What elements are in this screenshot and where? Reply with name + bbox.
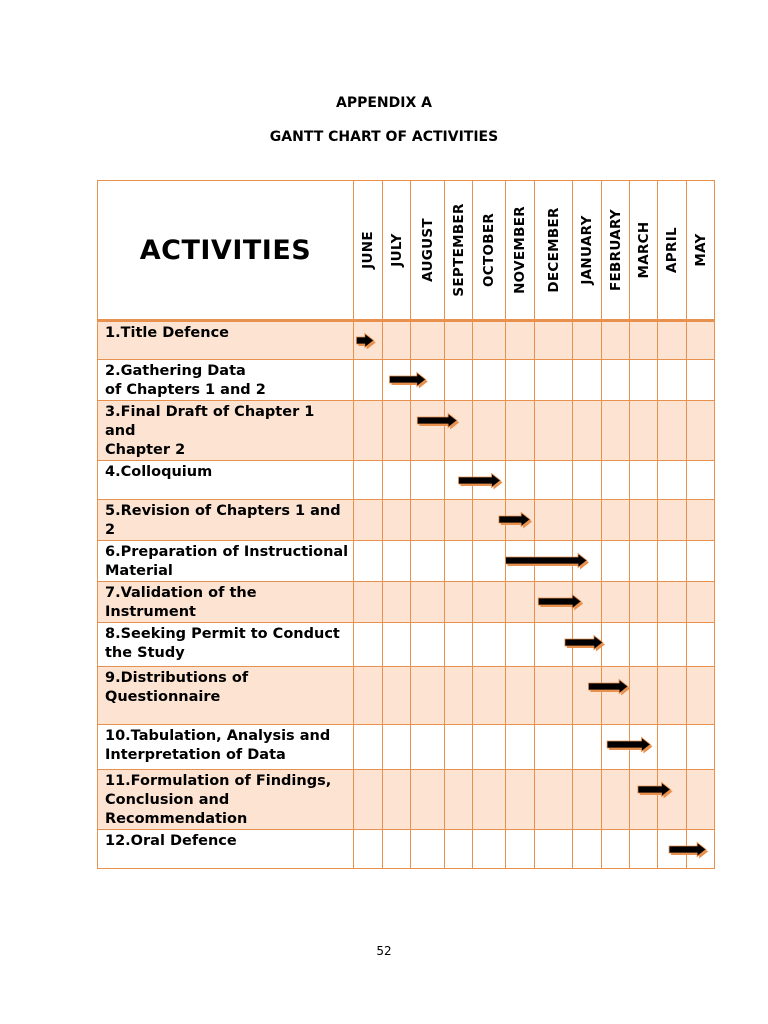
- activity-row: [98, 725, 715, 770]
- month-cell: [473, 770, 506, 830]
- month-cell: [445, 541, 473, 582]
- month-cell: [630, 461, 658, 500]
- month-cell: [687, 461, 715, 500]
- month-cell: [445, 582, 473, 623]
- month-cell: [506, 667, 535, 725]
- month-cell: [473, 321, 506, 360]
- month-cell: [658, 461, 687, 500]
- month-cell: [602, 321, 630, 360]
- month-cell: [658, 830, 687, 869]
- month-cell: [535, 830, 573, 869]
- activity-row: [98, 321, 715, 360]
- month-label: OCTOBER: [481, 212, 497, 288]
- month-cell: [658, 360, 687, 401]
- activity-row: [98, 461, 715, 500]
- month-cell: [658, 401, 687, 461]
- month-cell: [354, 401, 383, 461]
- month-cell: [354, 321, 383, 360]
- month-cell: [383, 360, 411, 401]
- month-cell: [383, 623, 411, 667]
- month-cell: [687, 667, 715, 725]
- appendix-title: APPENDIX A: [336, 95, 432, 111]
- month-cell: [354, 461, 383, 500]
- month-header: [687, 181, 715, 321]
- gantt-body: [98, 321, 715, 869]
- month-cell: [687, 401, 715, 461]
- month-cell: [630, 360, 658, 401]
- month-header: [506, 181, 535, 321]
- month-header: [535, 181, 573, 321]
- activity-label: 1.Title Defence: [98, 321, 354, 360]
- month-cell: [630, 770, 658, 830]
- month-cell: [411, 667, 445, 725]
- month-cell: [573, 770, 602, 830]
- activities-header: ACTIVITIES: [98, 181, 354, 321]
- month-cell: [473, 830, 506, 869]
- month-cell: [687, 725, 715, 770]
- month-cell: [687, 770, 715, 830]
- month-cell: [383, 667, 411, 725]
- month-cell: [411, 321, 445, 360]
- month-header: [658, 181, 687, 321]
- month-cell: [535, 541, 573, 582]
- month-header: [630, 181, 658, 321]
- activity-label: 11.Formulation of Findings, Conclusion and Recommendation: [98, 770, 354, 830]
- month-cell: [354, 500, 383, 541]
- month-cell: [602, 500, 630, 541]
- month-cell: [602, 360, 630, 401]
- month-header: [473, 181, 506, 321]
- activity-label: 2.Gathering Data of Chapters 1 and 2: [98, 360, 354, 401]
- activity-row: [98, 667, 715, 725]
- month-cell: [411, 541, 445, 582]
- month-cell: [535, 500, 573, 541]
- month-cell: [473, 582, 506, 623]
- month-cell: [506, 770, 535, 830]
- month-cell: [506, 830, 535, 869]
- month-cell: [573, 360, 602, 401]
- gantt-chart-table: [97, 180, 715, 869]
- month-cell: [383, 770, 411, 830]
- month-cell: [411, 401, 445, 461]
- activity-row: [98, 770, 715, 830]
- month-label: MAY: [692, 233, 709, 267]
- month-cell: [573, 582, 602, 623]
- month-cell: [602, 725, 630, 770]
- month-cell: [506, 321, 535, 360]
- chart-title: GANTT CHART OF ACTIVITIES: [269, 129, 499, 145]
- month-cell: [473, 461, 506, 500]
- month-cell: [445, 667, 473, 725]
- month-cell: [630, 321, 658, 360]
- month-header: [411, 181, 445, 321]
- month-cell: [473, 541, 506, 582]
- month-cell: [630, 582, 658, 623]
- month-cell: [658, 725, 687, 770]
- month-cell: [602, 830, 630, 869]
- month-cell: [445, 461, 473, 500]
- month-cell: [354, 830, 383, 869]
- month-cell: [573, 623, 602, 667]
- month-cell: [354, 725, 383, 770]
- month-cell: [506, 461, 535, 500]
- month-cell: [630, 401, 658, 461]
- month-cell: [687, 830, 715, 869]
- month-header: [445, 181, 473, 321]
- month-cell: [473, 667, 506, 725]
- month-cell: [354, 582, 383, 623]
- month-cell: [573, 725, 602, 770]
- month-cell: [383, 500, 411, 541]
- month-cell: [573, 830, 602, 869]
- month-cell: [445, 830, 473, 869]
- page-number: 52: [376, 944, 392, 958]
- month-cell: [473, 401, 506, 461]
- month-cell: [506, 582, 535, 623]
- month-cell: [506, 500, 535, 541]
- month-cell: [687, 582, 715, 623]
- month-cell: [658, 321, 687, 360]
- month-cell: [630, 830, 658, 869]
- month-label: JUNE: [360, 231, 376, 269]
- month-cell: [535, 401, 573, 461]
- month-cell: [445, 321, 473, 360]
- month-cell: [602, 770, 630, 830]
- month-cell: [602, 623, 630, 667]
- activity-row: [98, 360, 715, 401]
- activity-row: [98, 830, 715, 869]
- month-cell: [602, 541, 630, 582]
- month-cell: [383, 461, 411, 500]
- month-cell: [411, 461, 445, 500]
- month-cell: [535, 321, 573, 360]
- month-label: JULY: [388, 233, 405, 267]
- activity-label: 9.Distributions of Questionnaire: [98, 667, 354, 725]
- month-cell: [658, 582, 687, 623]
- month-label: AUGUST: [419, 218, 436, 282]
- month-cell: [535, 582, 573, 623]
- month-cell: [535, 770, 573, 830]
- month-cell: [506, 401, 535, 461]
- month-cell: [573, 401, 602, 461]
- month-cell: [602, 582, 630, 623]
- month-label: JANUARY: [579, 215, 595, 285]
- month-cell: [573, 461, 602, 500]
- header-row: [98, 181, 715, 321]
- month-cell: [411, 830, 445, 869]
- month-cell: [383, 830, 411, 869]
- month-header: [383, 181, 411, 321]
- month-cell: [687, 321, 715, 360]
- month-cell: [473, 623, 506, 667]
- month-cell: [383, 541, 411, 582]
- month-cell: [602, 667, 630, 725]
- activity-row: [98, 623, 715, 667]
- month-cell: [383, 401, 411, 461]
- month-cell: [445, 401, 473, 461]
- month-cell: [658, 500, 687, 541]
- month-cell: [687, 623, 715, 667]
- month-cell: [411, 582, 445, 623]
- month-cell: [445, 360, 473, 401]
- month-cell: [473, 500, 506, 541]
- month-cell: [687, 360, 715, 401]
- month-cell: [630, 623, 658, 667]
- month-cell: [445, 770, 473, 830]
- month-cell: [445, 725, 473, 770]
- month-label: NOVEMBER: [512, 206, 528, 294]
- month-cell: [535, 725, 573, 770]
- month-cell: [687, 541, 715, 582]
- month-cell: [411, 360, 445, 401]
- month-cell: [383, 582, 411, 623]
- month-cell: [658, 770, 687, 830]
- month-cell: [383, 725, 411, 770]
- month-cell: [535, 623, 573, 667]
- month-cell: [354, 541, 383, 582]
- month-cell: [602, 401, 630, 461]
- month-cell: [411, 725, 445, 770]
- month-cell: [473, 725, 506, 770]
- activity-row: [98, 582, 715, 623]
- month-cell: [354, 667, 383, 725]
- month-cell: [630, 725, 658, 770]
- month-cell: [630, 500, 658, 541]
- month-cell: [445, 500, 473, 541]
- month-cell: [506, 725, 535, 770]
- month-cell: [473, 360, 506, 401]
- month-cell: [573, 541, 602, 582]
- activity-label: 12.Oral Defence: [98, 830, 354, 869]
- activity-label: 7.Validation of the Instrument: [98, 582, 354, 623]
- activity-row: [98, 541, 715, 582]
- month-cell: [411, 770, 445, 830]
- activity-label: 5.Revision of Chapters 1 and 2: [98, 500, 354, 541]
- month-cell: [506, 623, 535, 667]
- month-cell: [445, 623, 473, 667]
- month-cell: [658, 541, 687, 582]
- month-header: [573, 181, 602, 321]
- month-cell: [506, 360, 535, 401]
- month-cell: [354, 360, 383, 401]
- month-cell: [658, 623, 687, 667]
- month-cell: [602, 461, 630, 500]
- month-cell: [411, 623, 445, 667]
- month-label: APRIL: [664, 227, 680, 273]
- activity-label: 6.Preparation of Instructional Material: [98, 541, 354, 582]
- month-label: SEPTEMBER: [450, 203, 467, 297]
- activity-label: 10.Tabulation, Analysis and Interpretation of Data: [98, 725, 354, 770]
- activity-label: 4.Colloquium: [98, 461, 354, 500]
- activity-label: 3.Final Draft of Chapter 1 and Chapter 2: [98, 401, 354, 461]
- month-cell: [411, 500, 445, 541]
- month-cell: [535, 360, 573, 401]
- activity-row: [98, 500, 715, 541]
- month-cell: [630, 667, 658, 725]
- month-cell: [354, 623, 383, 667]
- month-cell: [535, 667, 573, 725]
- month-cell: [383, 321, 411, 360]
- month-label: DECEMBER: [545, 207, 562, 293]
- month-cell: [354, 770, 383, 830]
- month-label: FEBRUARY: [607, 209, 624, 291]
- month-cell: [535, 461, 573, 500]
- activity-row: [98, 401, 715, 461]
- month-cell: [630, 541, 658, 582]
- month-label: MARCH: [635, 221, 652, 279]
- month-cell: [687, 500, 715, 541]
- month-cell: [506, 541, 535, 582]
- month-cell: [573, 667, 602, 725]
- month-cell: [573, 321, 602, 360]
- month-header: [602, 181, 630, 321]
- activity-label: 8.Seeking Permit to Conduct the Study: [98, 623, 354, 667]
- month-cell: [573, 500, 602, 541]
- month-cell: [658, 667, 687, 725]
- month-header: [354, 181, 383, 321]
